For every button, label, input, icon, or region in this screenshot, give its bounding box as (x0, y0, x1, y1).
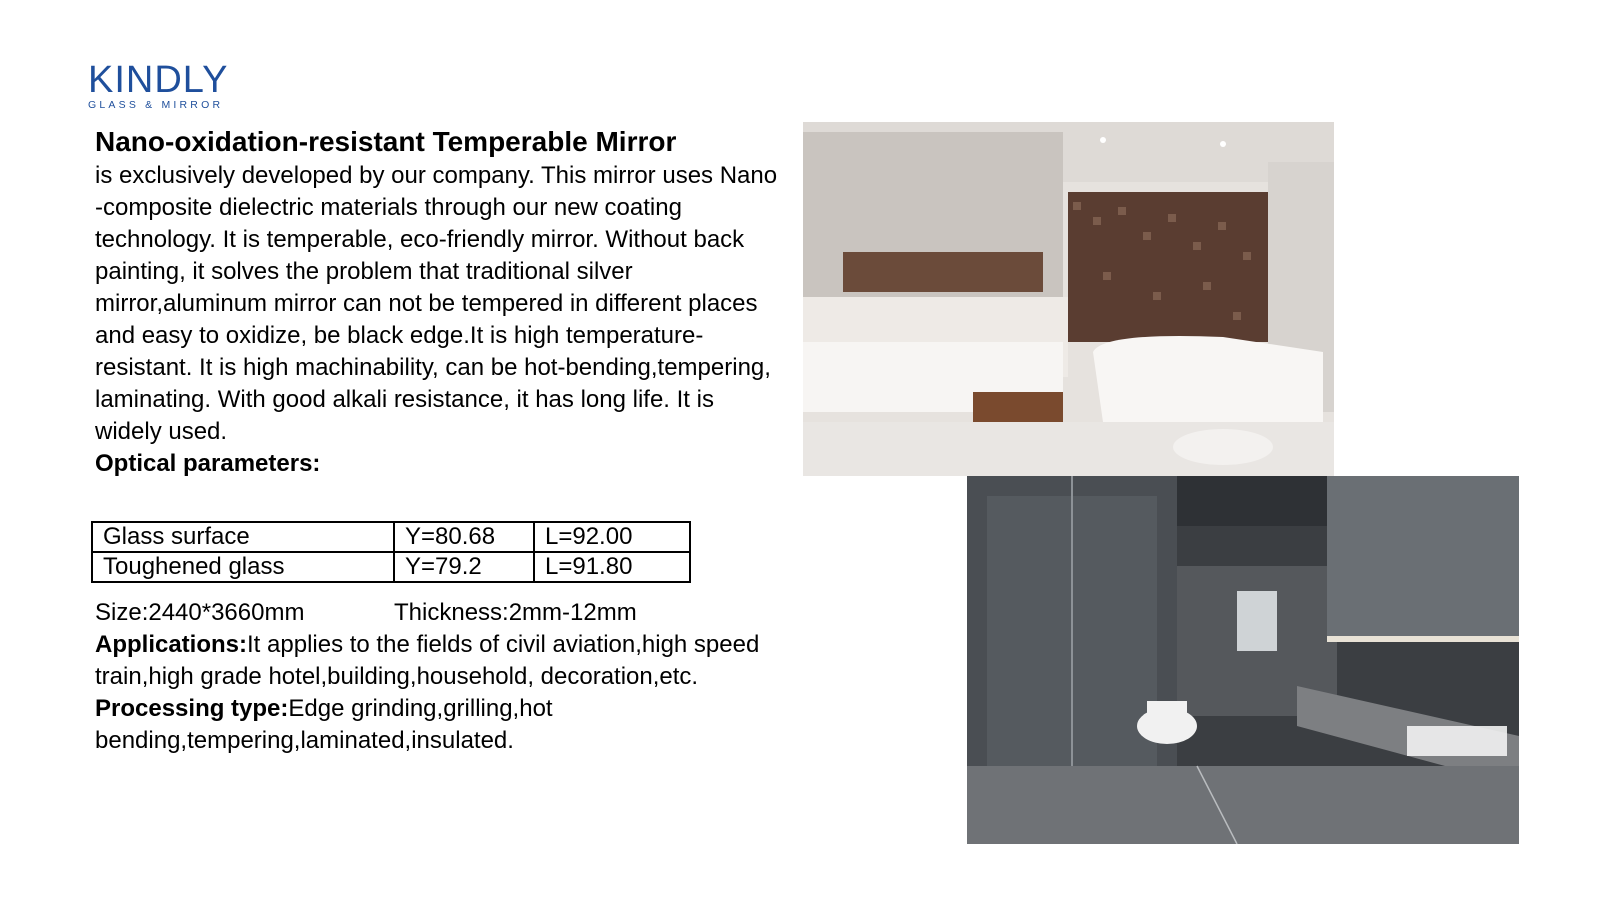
logo-tagline: GLASS & MIRROR (88, 99, 224, 111)
table-row (92, 522, 690, 552)
applications-label: Applications: (95, 631, 248, 658)
dark-bathroom-photo (967, 476, 1519, 844)
product-description (95, 124, 785, 480)
param-l-cell: L=92.00 (534, 522, 690, 552)
applications-line (95, 629, 775, 693)
param-l-cell: L=91.80 (534, 552, 690, 582)
size-text: Size:2440*3660mm (95, 599, 305, 626)
logo-wordmark: KINDLY (88, 59, 229, 101)
param-name-cell: Toughened glass (92, 552, 394, 582)
dark-bathroom-illustration (967, 476, 1519, 844)
bright-bathroom-illustration (803, 122, 1334, 476)
thickness-text: Thickness:2mm-12mm (394, 599, 637, 626)
optical-parameters-heading: Optical parameters: (95, 450, 321, 477)
param-y-cell: Y=80.68 (394, 522, 534, 552)
processing-line (95, 693, 775, 757)
processing-label: Processing type: (95, 695, 289, 722)
description-paragraph: is exclusively developed by our company. This mirror uses Nano -composite dielectric materials through our new coating technology. It is temperable, eco-friendly mirror. Without back painting, it solves the problem that traditional silver mirror,aluminum mirror can not be tempered in different places and easy to oxidize, be black edge.It is high temperature-resistant. It is high machinability, can be hot-bending,tempering, laminating. With good alkali resistance, it has long life. It is widely used. (95, 162, 778, 445)
applications-section (95, 629, 775, 757)
size-thickness-line (95, 597, 637, 629)
product-title: Nano-oxidation-resistant Temperable Mirror (95, 126, 677, 157)
table-row (92, 552, 690, 582)
bright-bathroom-photo (803, 122, 1334, 476)
param-name-cell: Glass surface (92, 522, 394, 552)
applications-text: It applies to the fields of civil aviation,high speed train,high grade hotel,building,household, decoration,etc. (95, 631, 760, 690)
processing-text: Edge grinding,grilling,hot bending,tempering,laminated,insulated. (95, 695, 553, 754)
param-y-cell: Y=79.2 (394, 552, 534, 582)
optical-parameters-table (91, 521, 691, 583)
kindly-logo (88, 60, 248, 112)
